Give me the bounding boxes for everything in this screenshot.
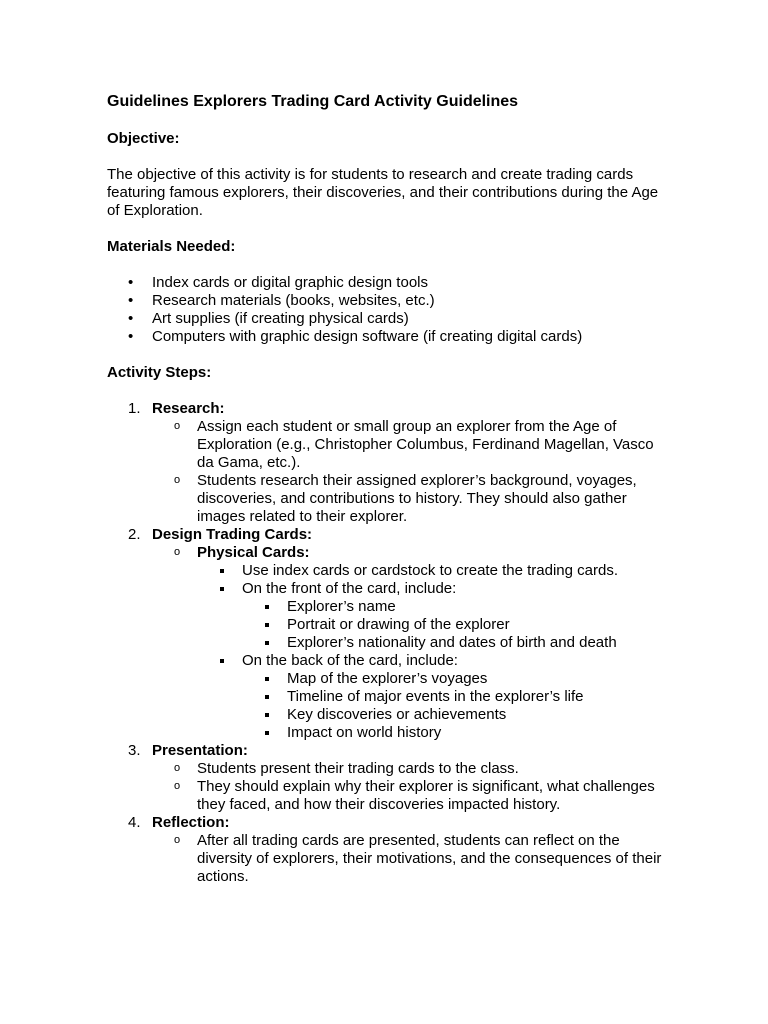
document-title: Guidelines Explorers Trading Card Activity Guidelines [107, 93, 519, 110]
front-of-card-list [242, 598, 667, 652]
back-of-card-item [197, 652, 667, 742]
physical-cards-label: Physical Cards: [197, 544, 310, 561]
back-of-card-label: On the back of the card, include: [242, 652, 458, 669]
presentation-sublist [152, 760, 667, 814]
activity-steps-list [107, 400, 667, 886]
research-item: o Assign each student or small group an explorer from the Age of Exploration (e.g., Christopher Columbus, Ferdinand Magellan, Vasco da Gama, etc.). [152, 418, 667, 472]
objective-heading: Objective: [107, 130, 180, 147]
step-research [107, 400, 667, 526]
research-item: o Students research their assigned explorer’s background, voyages, discoveries, and contributions to history. They should also gather images related to their explorer. [152, 472, 667, 526]
materials-item: • Art supplies (if creating physical cards) [107, 310, 667, 328]
step-label: Presentation: [152, 742, 248, 759]
step-reflection [107, 814, 667, 886]
research-sublist [152, 418, 667, 526]
reflection-sublist [152, 832, 667, 886]
step-number: 1. [128, 400, 141, 417]
step-number: 3. [128, 742, 141, 759]
back-item: Key discoveries or achievements [242, 706, 667, 724]
step-label: Reflection: [152, 814, 230, 831]
materials-list [107, 274, 667, 346]
front-of-card-label: On the front of the card, include: [242, 580, 457, 597]
step-label: Research: [152, 400, 225, 417]
materials-item: • Research materials (books, websites, etc.) [107, 292, 667, 310]
reflection-item: o After all trading cards are presented, students can reflect on the diversity of explorers, their motivations, and the consequences of their actions. [152, 832, 667, 886]
presentation-item: o Students present their trading cards to the class. [152, 760, 667, 778]
use-index-item: Use index cards or cardstock to create the trading cards. [197, 562, 667, 580]
front-item: Portrait or drawing of the explorer [242, 616, 667, 634]
front-of-card-item [197, 580, 667, 652]
design-sublist [152, 544, 667, 742]
document-page [107, 92, 667, 886]
materials-item: • Index cards or digital graphic design tools [107, 274, 667, 292]
step-design [107, 526, 667, 742]
step-number: 2. [128, 526, 141, 543]
presentation-item: o They should explain why their explorer is significant, what challenges they faced, and how their discoveries impacted history. [152, 778, 667, 814]
step-number: 4. [128, 814, 141, 831]
objective-text: The objective of this activity is for students to research and create trading cards featuring famous explorers, their discoveries, and their contributions during the Age of Exploration. [107, 166, 659, 219]
physical-cards-item [152, 544, 667, 742]
physical-cards-sublist [197, 562, 667, 742]
materials-item: • Computers with graphic design software (if creating digital cards) [107, 328, 667, 346]
back-item: Timeline of major events in the explorer’s life [242, 688, 667, 706]
front-item: Explorer’s name [242, 598, 667, 616]
front-item: Explorer’s nationality and dates of birth and death [242, 634, 667, 652]
back-item: Impact on world history [242, 724, 667, 742]
step-label: Design Trading Cards: [152, 526, 313, 543]
materials-heading: Materials Needed: [107, 238, 236, 255]
activity-steps-heading: Activity Steps: [107, 364, 212, 381]
back-item: Map of the explorer’s voyages [242, 670, 667, 688]
step-presentation [107, 742, 667, 814]
back-of-card-list [242, 670, 667, 742]
